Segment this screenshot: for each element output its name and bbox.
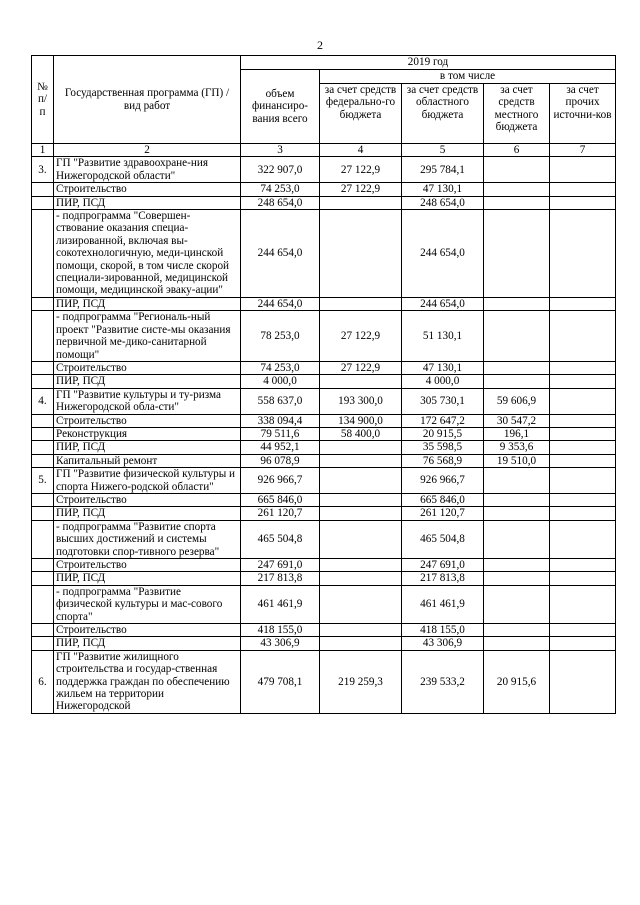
row-federal	[320, 507, 402, 520]
row-other	[550, 637, 616, 650]
row-federal	[320, 297, 402, 310]
row-local: 20 915,6	[484, 650, 550, 713]
row-regional: 665 846,0	[402, 493, 484, 506]
row-other	[550, 210, 616, 298]
row-number: 4.	[32, 388, 54, 414]
row-regional: 35 598,5	[402, 441, 484, 454]
row-federal	[320, 493, 402, 506]
row-number: 5.	[32, 468, 54, 494]
row-local	[484, 157, 550, 183]
table-row	[32, 637, 616, 650]
row-number	[32, 637, 54, 650]
row-other	[550, 507, 616, 520]
row-local	[484, 375, 550, 388]
row-name: Строительство	[54, 361, 241, 374]
row-name: - подпрограмма "Совершен-ствование оказания специа-лизированной, включая вы-сокотехнологичную, меди-цинской помощи, скорой, в том числе скорой специали-зированной, медицинской помощи, медицинской эваку-ации"	[54, 210, 241, 298]
row-total: 74 253,0	[241, 361, 320, 374]
row-federal: 27 122,9	[320, 311, 402, 362]
row-regional: 248 654,0	[402, 196, 484, 209]
row-name: - подпрограмма "Развитие физической культуры и мас-сового спорта"	[54, 585, 241, 623]
row-total: 261 120,7	[241, 507, 320, 520]
row-federal	[320, 559, 402, 572]
row-number: 3.	[32, 157, 54, 183]
table-row	[32, 196, 616, 209]
table-row	[32, 493, 616, 506]
row-number	[32, 624, 54, 637]
row-local	[484, 297, 550, 310]
row-name: ГП "Развитие культуры и ту-ризма Нижегородской обла-сти"	[54, 388, 241, 414]
row-total: 247 691,0	[241, 559, 320, 572]
table-row	[32, 361, 616, 374]
row-local: 196,1	[484, 427, 550, 440]
row-regional: 47 130,1	[402, 361, 484, 374]
table-row	[32, 585, 616, 623]
row-total: 248 654,0	[241, 196, 320, 209]
table-row	[32, 650, 616, 713]
row-total: 926 966,7	[241, 468, 320, 494]
row-local	[484, 507, 550, 520]
row-other	[550, 427, 616, 440]
header-federal: за счет средств федерально-го бюджета	[320, 84, 402, 144]
row-number	[32, 210, 54, 298]
table-row	[32, 375, 616, 388]
row-local	[484, 572, 550, 585]
row-number	[32, 414, 54, 427]
row-number	[32, 311, 54, 362]
table-row	[32, 468, 616, 494]
header-other: за счет прочих источни-ков	[550, 84, 616, 144]
row-name: ПИР, ПСД	[54, 375, 241, 388]
column-numbers-row	[32, 144, 616, 157]
row-regional: 295 784,1	[402, 157, 484, 183]
row-number	[32, 520, 54, 558]
row-total: 244 654,0	[241, 297, 320, 310]
row-total: 44 952,1	[241, 441, 320, 454]
row-local	[484, 624, 550, 637]
row-number	[32, 441, 54, 454]
row-name: Строительство	[54, 559, 241, 572]
row-regional: 20 915,5	[402, 427, 484, 440]
row-number	[32, 375, 54, 388]
row-regional: 418 155,0	[402, 624, 484, 637]
col-number: 1	[32, 144, 54, 157]
row-number	[32, 572, 54, 585]
row-regional: 261 120,7	[402, 507, 484, 520]
row-number	[32, 297, 54, 310]
row-other	[550, 572, 616, 585]
row-other	[550, 468, 616, 494]
row-local	[484, 559, 550, 572]
row-federal	[320, 585, 402, 623]
row-other	[550, 157, 616, 183]
header-total: объем финансиро-вания всего	[241, 70, 320, 144]
row-federal	[320, 210, 402, 298]
row-other	[550, 520, 616, 558]
row-federal	[320, 441, 402, 454]
row-other	[550, 624, 616, 637]
row-regional: 305 730,1	[402, 388, 484, 414]
row-number	[32, 196, 54, 209]
row-total: 418 155,0	[241, 624, 320, 637]
col-number: 7	[550, 144, 616, 157]
row-federal: 58 400,0	[320, 427, 402, 440]
col-number: 2	[54, 144, 241, 157]
row-local: 59 606,9	[484, 388, 550, 414]
row-other	[550, 375, 616, 388]
table-row	[32, 441, 616, 454]
row-total: 79 511,6	[241, 427, 320, 440]
row-federal: 27 122,9	[320, 361, 402, 374]
page-number: 2	[317, 38, 323, 52]
row-federal	[320, 468, 402, 494]
row-number	[32, 361, 54, 374]
row-name: ПИР, ПСД	[54, 637, 241, 650]
row-other	[550, 441, 616, 454]
row-name: - подпрограмма "Развитие спорта высших достижений и системы подготовки спор-тивного резерва"	[54, 520, 241, 558]
row-regional: 172 647,2	[402, 414, 484, 427]
table-row	[32, 210, 616, 298]
row-other	[550, 559, 616, 572]
row-federal: 27 122,9	[320, 183, 402, 196]
row-local	[484, 183, 550, 196]
row-number	[32, 183, 54, 196]
row-number	[32, 585, 54, 623]
table-body	[32, 157, 616, 713]
row-local	[484, 637, 550, 650]
row-name: Строительство	[54, 414, 241, 427]
row-total: 78 253,0	[241, 311, 320, 362]
row-other	[550, 361, 616, 374]
table-row	[32, 388, 616, 414]
row-regional: 461 461,9	[402, 585, 484, 623]
row-number	[32, 493, 54, 506]
row-other	[550, 183, 616, 196]
row-regional: 244 654,0	[402, 297, 484, 310]
table-row	[32, 297, 616, 310]
row-local: 9 353,6	[484, 441, 550, 454]
row-total: 479 708,1	[241, 650, 320, 713]
row-number: 6.	[32, 650, 54, 713]
row-name: ГП "Развитие жилищного строительства и государ-ственная поддержка граждан по обеспечению жильем на территории Нижегородской	[54, 650, 241, 713]
table-row	[32, 572, 616, 585]
row-local	[484, 520, 550, 558]
row-number	[32, 559, 54, 572]
row-federal: 219 259,3	[320, 650, 402, 713]
row-regional: 926 966,7	[402, 468, 484, 494]
row-name: ГП "Развитие здравоохране-ния Нижегородской области"	[54, 157, 241, 183]
row-total: 43 306,9	[241, 637, 320, 650]
row-local	[484, 311, 550, 362]
row-name: Строительство	[54, 624, 241, 637]
row-local	[484, 361, 550, 374]
col-number: 3	[241, 144, 320, 157]
row-regional: 247 691,0	[402, 559, 484, 572]
table-row	[32, 559, 616, 572]
row-total: 558 637,0	[241, 388, 320, 414]
row-name: ПИР, ПСД	[54, 441, 241, 454]
row-other	[550, 454, 616, 467]
row-regional: 76 568,9	[402, 454, 484, 467]
header-program: Государственная программа (ГП) / вид работ	[54, 56, 241, 144]
row-name: ПИР, ПСД	[54, 572, 241, 585]
row-federal	[320, 196, 402, 209]
row-regional: 47 130,1	[402, 183, 484, 196]
row-regional: 4 000,0	[402, 375, 484, 388]
row-regional: 217 813,8	[402, 572, 484, 585]
row-federal: 27 122,9	[320, 157, 402, 183]
row-federal: 134 900,0	[320, 414, 402, 427]
row-local	[484, 196, 550, 209]
table-row	[32, 427, 616, 440]
row-federal	[320, 624, 402, 637]
row-name: Строительство	[54, 183, 241, 196]
row-name: ПИР, ПСД	[54, 297, 241, 310]
row-total: 4 000,0	[241, 375, 320, 388]
table-row	[32, 507, 616, 520]
row-name: Строительство	[54, 493, 241, 506]
row-total: 322 907,0	[241, 157, 320, 183]
col-number: 6	[484, 144, 550, 157]
row-name: ПИР, ПСД	[54, 196, 241, 209]
row-regional: 244 654,0	[402, 210, 484, 298]
row-regional: 43 306,9	[402, 637, 484, 650]
row-regional: 239 533,2	[402, 650, 484, 713]
row-total: 74 253,0	[241, 183, 320, 196]
row-total: 338 094,4	[241, 414, 320, 427]
row-total: 665 846,0	[241, 493, 320, 506]
row-number	[32, 427, 54, 440]
row-other	[550, 388, 616, 414]
header-no: № п/ п	[32, 56, 54, 144]
row-name: - подпрограмма "Региональ-ный проект "Развитие систе-мы оказания первичной ме-дико-санитарной помощи"	[54, 311, 241, 362]
header-including: в том числе	[320, 70, 616, 84]
row-regional: 465 504,8	[402, 520, 484, 558]
row-other	[550, 297, 616, 310]
row-name: ГП "Развитие физической культуры и спорта Нижего-родской области"	[54, 468, 241, 494]
row-local	[484, 493, 550, 506]
col-number: 4	[320, 144, 402, 157]
row-total: 465 504,8	[241, 520, 320, 558]
table-row	[32, 157, 616, 183]
table-row	[32, 454, 616, 467]
financing-table	[31, 55, 616, 714]
row-local	[484, 468, 550, 494]
row-total: 96 078,9	[241, 454, 320, 467]
row-total: 244 654,0	[241, 210, 320, 298]
table-row	[32, 311, 616, 362]
row-other	[550, 650, 616, 713]
row-local: 19 510,0	[484, 454, 550, 467]
row-federal	[320, 375, 402, 388]
row-name: Реконструкция	[54, 427, 241, 440]
col-number: 5	[402, 144, 484, 157]
header-regional: за счет средств областного бюджета	[402, 84, 484, 144]
row-local: 30 547,2	[484, 414, 550, 427]
table-row	[32, 183, 616, 196]
table-row	[32, 624, 616, 637]
row-other	[550, 311, 616, 362]
table-row	[32, 414, 616, 427]
row-federal: 193 300,0	[320, 388, 402, 414]
header-year: 2019 год	[241, 56, 616, 70]
row-other	[550, 196, 616, 209]
row-other	[550, 493, 616, 506]
row-other	[550, 414, 616, 427]
row-total: 461 461,9	[241, 585, 320, 623]
row-federal	[320, 454, 402, 467]
row-local	[484, 210, 550, 298]
row-name: Капитальный ремонт	[54, 454, 241, 467]
row-number	[32, 507, 54, 520]
row-regional: 51 130,1	[402, 311, 484, 362]
row-local	[484, 585, 550, 623]
row-name: ПИР, ПСД	[54, 507, 241, 520]
row-federal	[320, 572, 402, 585]
row-other	[550, 585, 616, 623]
row-total: 217 813,8	[241, 572, 320, 585]
row-federal	[320, 520, 402, 558]
table-row	[32, 520, 616, 558]
row-federal	[320, 637, 402, 650]
header-local: за счет средств местного бюджета	[484, 84, 550, 144]
row-number	[32, 454, 54, 467]
